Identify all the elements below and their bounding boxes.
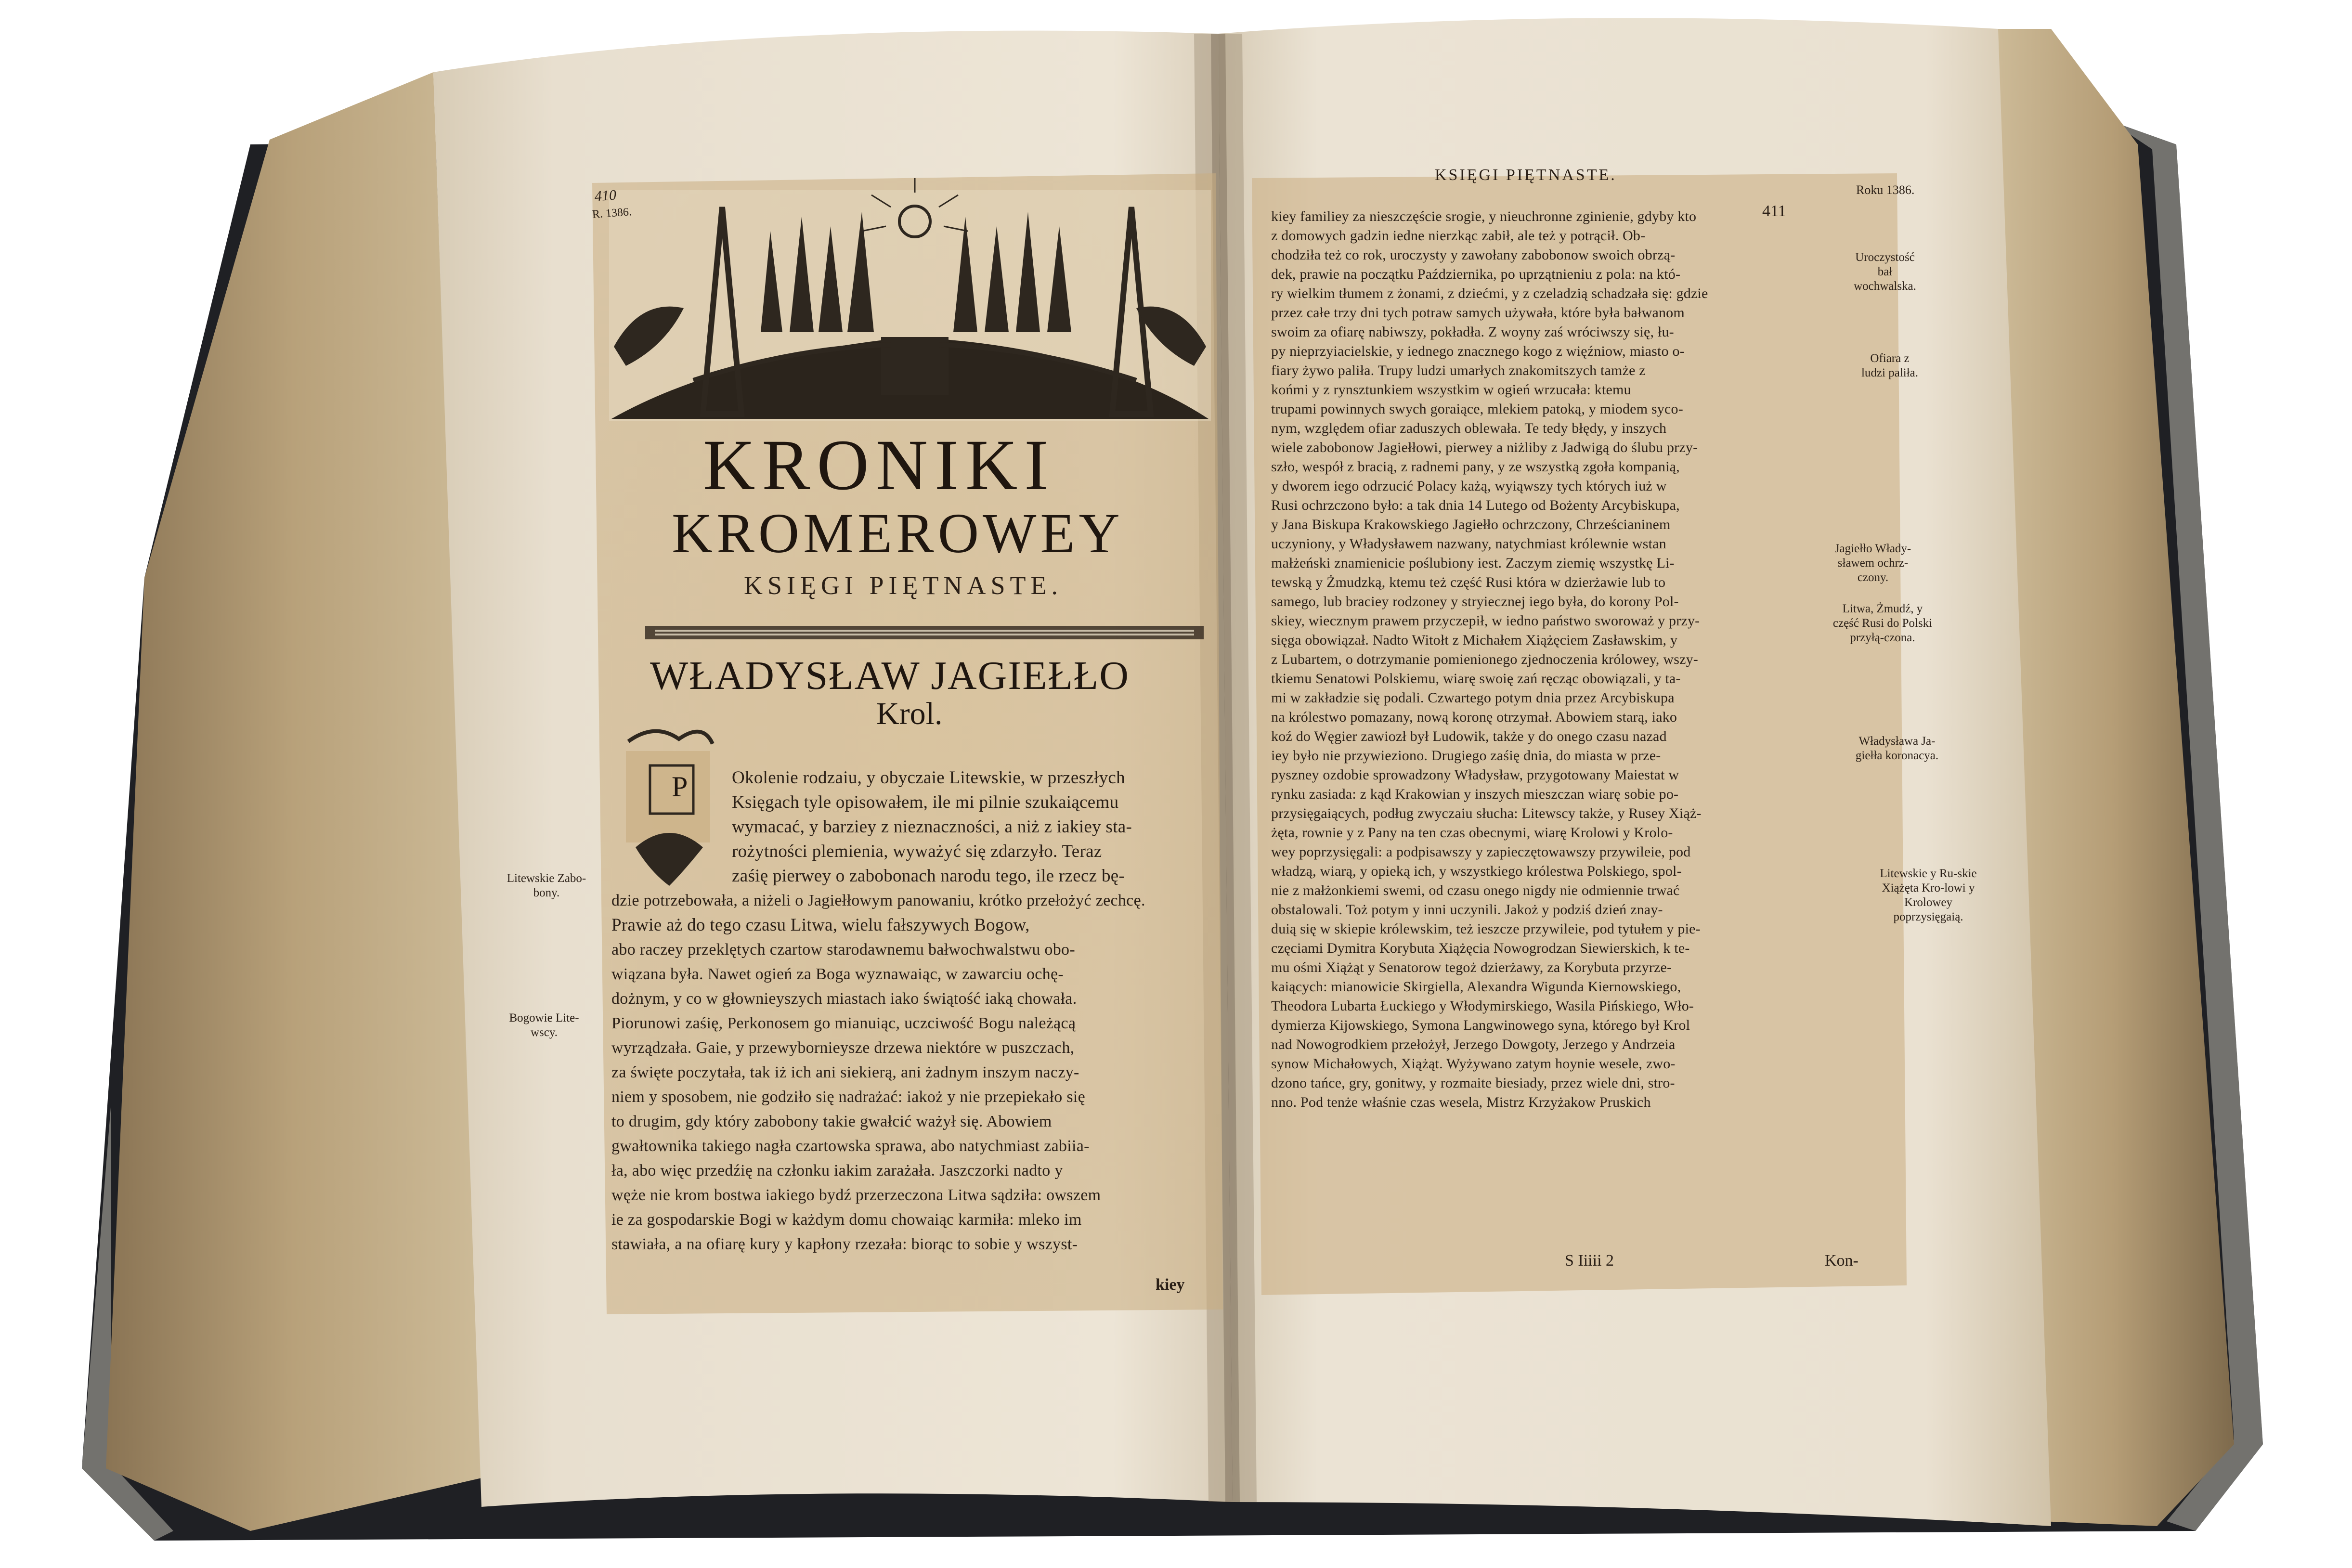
right-line: skiey, wiecznym prawem przyczepił, w iedno państwo sworoważ y przy- — [1271, 613, 1700, 629]
right-line: koź do Węgier zawiozł był Ludowik, także y do onego czasu nazad — [1271, 728, 1667, 744]
right-line: samego, lub braciey rodzoney y stryiecznej iego była, do korony Pol- — [1271, 594, 1679, 609]
left-line: węże nie krom bostwa iakiego bydź przerzeczona Litwa sądziła: owszem — [611, 1186, 1101, 1204]
woodcut-headpiece — [609, 178, 1211, 421]
right-page-body — [1271, 207, 1887, 1112]
right-line: przysięgaiących, podług zwyczaiu słucha: Litewscy także, y Rusey Xiąż- — [1271, 805, 1702, 821]
right-line: obstalowali. Toż potym y inni uczynili. Jakoż y podziś dzień znay- — [1271, 902, 1663, 918]
left-line: wymacać, y barziey z nieznaczności, a niż z iakiey sta- — [732, 817, 1132, 837]
left-page-number: 410 — [594, 187, 617, 205]
left-line: Piorunowi zaśię, Perkonosem go mianuiąc, uczciwość Bogu należącą — [611, 1014, 1076, 1032]
right-line: swoim za ofiarę nabiwszy, pokładła. Z woyny zaś wróciwszy się, łu- — [1271, 324, 1674, 340]
left-line: ie za gospodarskie Bogi w każdym domu chowaiąc karmiła: mleko im — [611, 1211, 1082, 1229]
left-page-body — [611, 765, 1213, 1257]
left-line: wiązana była. Nawet ogień za Boga wyznawaiąc, w zawarciu ochę- — [611, 965, 1064, 983]
right-line: częciami Dymitra Korybuta Xiążęcia Nowogrodzan Siewierskich, k te- — [1271, 940, 1690, 956]
left-line: wyrządzała. Gaie, y przewybornieysze drzewa niektóre w puszczach, — [611, 1039, 1075, 1057]
right-line: z Lubartem, o dotrzymanie pomienionego zjednoczenia królowey, wszy- — [1271, 651, 1698, 667]
ruler-heading: WŁADYSŁAW JAGIEŁŁO — [650, 653, 1130, 698]
left-catchword: kiey — [1156, 1276, 1185, 1294]
left-line: Księgach tyle opisowałem, ile mi pilnie szukaiącemu — [732, 792, 1119, 812]
right-line: y Jana Biskupa Krakowskiego Jagiełło ochrzczony, Chrześcianinem — [1271, 517, 1671, 532]
right-line: kiey familiey za nieszczęście srogie, y nieuchronne zginienie, gdyby kto — [1271, 208, 1697, 224]
right-line: sięga obowiązał. Nadto Witołt z Michałem Xiążęciem Zasławskim, y — [1271, 632, 1678, 648]
right-line: żęta, rownie y z Pany na ten czas obecnymi, wiarę Krolowi y Krolo- — [1271, 825, 1673, 841]
left-line: Okolenie rodzaiu, y obyczaie Litewskie, w przeszłych — [732, 768, 1125, 788]
right-line: fiary żywo paliła. Trupy ludzi umarłych znakomitszych tamże z — [1271, 363, 1646, 378]
right-line: dymierza Kijowskiego, Symona Langwinowego syna, którego był Krol — [1271, 1017, 1690, 1033]
right-line: chodziła też co rok, uroczysty y zawołany zabobonow swoich obrzą- — [1271, 247, 1676, 263]
left-line: Prawie aż do tego czasu Litwa, wielu fałszywych Bogow, — [611, 915, 1030, 935]
right-line: z domowych gadzin iedne nierzkąc zabił, ale też y potrącił. Ob- — [1271, 228, 1646, 244]
right-line: końmi y z rynsztunkiem wszystkim w ogień wrzucała: ktemu — [1271, 382, 1631, 398]
right-line: szło, wespół z bracią, z radnemi pany, y ze wszystką zgoła kompanią, — [1271, 459, 1680, 475]
left-line: stawiała, a na ofiarę kury y kapłony rzezała: biorąc to sobie y wszyst- — [611, 1235, 1078, 1253]
right-page-number: 411 — [1762, 202, 1786, 220]
right-line: pyszney ozdobie sprowadzony Władysław, przygotowany Maiestat w — [1271, 767, 1679, 783]
right-margin-note: Ofiara z ludzi paliła. — [1861, 352, 1919, 379]
right-line: y dworem iego odrzucić Polacy każą, wyiąwszy tych których iuż w — [1271, 478, 1667, 494]
right-line: na królestwo pomazany, nową koronę otrzymał. Abowiem starą, iako — [1271, 709, 1677, 725]
book-title-line2: KROMEROWEY — [672, 502, 1124, 565]
right-line: duią się w skiepie królewskim, też ieszcze przywileie, pod tytułem y pie- — [1271, 921, 1701, 937]
right-year-note: Roku 1386. — [1856, 183, 1915, 197]
right-line: przez całe trzy dni tych potraw samych używała, które była bałwanom — [1271, 305, 1685, 321]
right-line: ry wielkim tłumem z żonami, z dziećmi, y z czeladzią schadzała się: gdzie — [1271, 285, 1708, 301]
right-margin-note: Uroczystość bał wochwalska. — [1854, 251, 1916, 293]
right-line: py nieprzyiacielskie, y iednego znacznego kogo z więźniow, miasto o- — [1271, 343, 1685, 359]
ruler-title: Krol. — [876, 696, 943, 731]
left-line: abo raczey przeklętych czartow starodawnemu bałwochwalstwu obo- — [611, 941, 1075, 959]
right-line: nym, względem ofiar zaduszych oblewała. Te tedy błędy, y inszych — [1271, 420, 1667, 436]
right-margin-note: Jagiełło Włady-sławem ochrz-czony. — [1834, 542, 1911, 584]
right-line: nie z małżonkiemi swemi, od czasu onego nigdy nie odmiennie trwać — [1271, 882, 1680, 898]
right-line: nad Nowogrodkiem przełożył, Jerzego Dowgoty, Jerzego y Andrzeia — [1271, 1037, 1676, 1052]
left-line: niem y sposobem, nie godziło się nadrażać: iakoż y nie przepiekało się — [611, 1088, 1086, 1106]
left-line: gwałtownika takiego nagła czartowska sprawa, abo natychmiast zabiia- — [611, 1137, 1090, 1155]
right-line: tewską y Żmudzką, ktemu też część Rusi która w dzierżawie lub to — [1271, 574, 1666, 590]
left-line: zaśię pierwey o zabobonach narodu tego, ile rzecz bę- — [732, 866, 1125, 886]
left-line: ła, abo więc przedźię na członku iakim zarażała. Jaszczorki nadto y — [611, 1162, 1063, 1179]
signature-mark: S Iiiii 2 — [1565, 1252, 1614, 1270]
left-line: to drugim, gdy który zabobony takie gwałcić ważył się. Abowiem — [611, 1113, 1052, 1130]
right-line: Theodora Lubarta Łuckiego y Włodymirskiego, Wasila Pińskiego, Wło- — [1271, 998, 1694, 1014]
right-line: dzono tańce, gry, gonitwy, y rozmaite biesiady, przez wiele dni, stro- — [1271, 1075, 1675, 1091]
right-line: wey poprzysięgali: a podpisawszy y zapieczętowawszy przywileie, pod — [1271, 844, 1691, 860]
right-line: władzą, wiarą, y opieką ich, y wszystkiego królestwa Polskiego, spol- — [1271, 863, 1682, 879]
right-line: dek, prawie na początku Października, po uprzątnieniu z pola: na któ- — [1271, 266, 1681, 282]
right-margin-note: Władysława Ja-giełła koronacya. — [1855, 735, 1939, 762]
left-margin-note: Litewskie Zabo-bony. — [507, 872, 586, 899]
right-line: nno. Pod tenże właśnie czas wesela, Mistrz Krzyżakow Pruskich — [1271, 1094, 1651, 1110]
left-year-note: R. 1386. — [592, 206, 632, 221]
right-line: Rusi ochrzczono było: a tak dnia 14 Lutego od Bożenty Arcybiskupa, — [1271, 497, 1680, 513]
right-line: trupami powinnych swych goraiące, mlekiem patoką, y miodem syco- — [1271, 401, 1683, 417]
book-heading: KSIĘGI PIĘTNASTE. — [744, 571, 1063, 600]
right-line: rynku zasiada: z kąd Krakowian y inszych mieszczan wiarę sobie po- — [1271, 786, 1679, 802]
right-catchword: Kon- — [1825, 1252, 1858, 1270]
left-line: rożytności plemienia, wyważyć się zdarzyło. Teraz — [732, 842, 1102, 861]
right-line: mi w zakładzie się podali. Czwartego potym dnia przez Arcybiskupa — [1271, 690, 1675, 706]
book-title-line1: KRONIKI — [703, 425, 1055, 505]
right-line: synow Michałowych, Xiążąt. Wyżywano zatym hoynie wesele, zwo- — [1271, 1056, 1676, 1072]
left-line: dzie potrzebowała, a niżeli o Jagiełłowym panowaniu, krótko przełożyć zechcę. — [611, 892, 1145, 909]
right-line: mu ośmi Xiążąt y Senatorow tegoż dzierżawy, za Korybuta przyrze- — [1271, 959, 1672, 975]
left-line: za święte poczytała, tak iż ich ani siekierą, ani żadnym inszym naczy- — [611, 1063, 1079, 1081]
right-line: uczyniony, y Władysławem nazwany, natychmiast królewnie wstan — [1271, 536, 1666, 552]
right-running-head: KSIĘGI PIĘTNASTE. — [1435, 166, 1617, 184]
right-margin-note: Litwa, Żmudź, y część Rusi do Polski przyłą-czona. — [1832, 602, 1933, 644]
left-margin-note: Bogowie Lite-wscy. — [509, 1011, 579, 1039]
right-line: iey było nie przywieziono. Drugiego zaśię dnia, do miasta w prze- — [1271, 748, 1661, 764]
right-line: tkiemu Senatowi Polskiemu, wiarę swoię zań ręcząc obowiązali, y ta- — [1271, 671, 1681, 687]
right-margin-note: Litewskie y Ru-skie Xiążęta Kro-lowi y Krolowey poprzysięgaią. — [1880, 867, 1977, 923]
right-line: wiele zabobonow Jagiełłowi, pierwey a niżliby z Jadwigą do ślubu przy- — [1271, 440, 1698, 455]
left-line: dożnym, y co w głownieyszych miastach iako świątość iaką chowała. — [611, 990, 1077, 1008]
right-line: małżeński znamienicie poślubiony iest. Zaczym ziemię wszystkę Li- — [1271, 555, 1675, 571]
drop-cap: P — [672, 771, 688, 803]
right-line: kaiących: mianowicie Skirgiella, Alexandra Wigunda Kiernowskiego, — [1271, 979, 1681, 995]
